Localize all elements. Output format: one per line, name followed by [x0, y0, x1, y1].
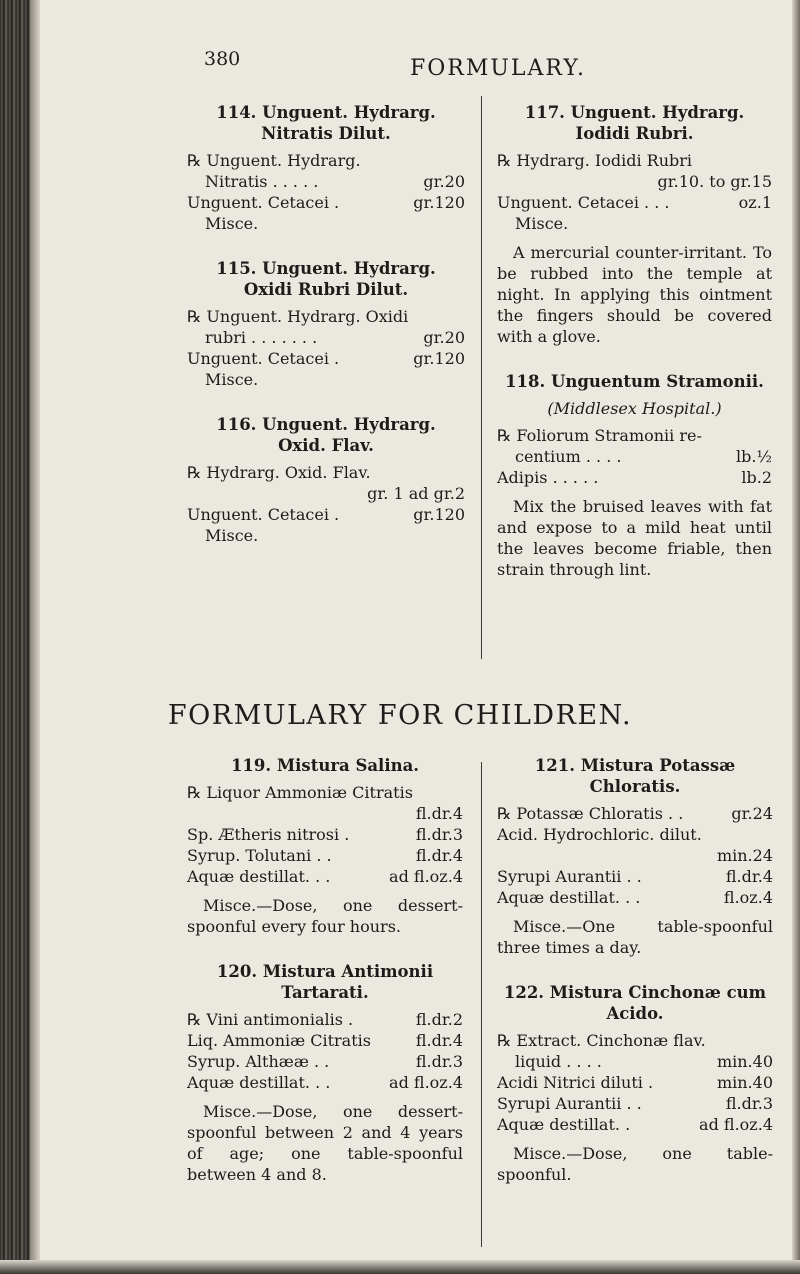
running-head: FORMULARY. [410, 56, 586, 81]
recipe-block [187, 414, 465, 546]
ingredient-row [497, 467, 772, 488]
ingredient-quantity: gr.24 [731, 804, 773, 823]
ingredient-quantity: ad fl.oz.4 [699, 1115, 773, 1134]
recipe-block [187, 258, 465, 390]
recipe-title: 114. Unguent. Hydrarg. [216, 103, 436, 122]
ingredient-name: Nitratis . . . . . [205, 172, 319, 191]
recipe-line: Misce. [515, 214, 569, 233]
recipe-line: Misce. [205, 214, 259, 233]
recipe-title: Chloratis. [589, 777, 681, 796]
recipe-block [187, 961, 463, 1185]
recipe-block [497, 755, 773, 958]
spacer [497, 958, 773, 982]
recipe-directions: Mix the bruised leaves with fat and expose to a mild heat until the leaves become friable, then strain through lint. [497, 497, 772, 579]
column-divider-bottom [481, 762, 482, 1247]
recipe-title: Oxidi Rubri Dilut. [243, 280, 409, 299]
recipe-title: 119. Mistura Salina. [230, 756, 420, 775]
prescription-line: Acid. Hydrochloric. dilut. [497, 825, 702, 844]
section-title: FORMULARY FOR CHILDREN. [167, 700, 633, 731]
page-number: 380 [204, 48, 241, 70]
ingredient-name: Syrup. Tolutani . . [187, 846, 332, 865]
recipe-title: 118. Unguentum Stramonii. [505, 372, 764, 391]
ingredient-row [187, 866, 463, 887]
ingredient-quantity: fl.dr.4 [415, 846, 463, 865]
ingredient-row [497, 803, 773, 824]
prescription-line: ℞ Foliorum Stramonii re- [497, 426, 702, 445]
ingredient-quantity: gr.20 [423, 172, 465, 191]
ingredient-quantity: fl.dr.3 [415, 825, 463, 844]
recipe-line: gr.10. to gr.15 [657, 172, 772, 191]
spacer [497, 1135, 773, 1143]
ingredient-quantity: lb.2 [741, 468, 772, 487]
ingredient-name: Aquæ destillat. . . [497, 888, 641, 907]
ingredient-name: ℞ Potassæ Chloratis . . [497, 804, 684, 823]
recipe-directions: Misce.—Dose, one table-spoonful. [497, 1144, 773, 1184]
recipe-block [497, 982, 773, 1185]
spacer [187, 1093, 463, 1101]
spacer [187, 937, 463, 961]
recipe-source: (Middlesex Hospital.) [547, 399, 722, 418]
ingredient-quantity: gr.120 [413, 193, 465, 212]
ingredient-name: Syrupi Aurantii . . [497, 867, 642, 886]
ingredient-quantity: oz.1 [738, 193, 772, 212]
ingredient-name: Unguent. Cetacei . [187, 349, 340, 368]
recipe-line: min.24 [716, 846, 773, 865]
recipe-title: Acido. [606, 1004, 664, 1023]
prescription-line: ℞ Liquor Ammoniæ Citratis [187, 783, 413, 802]
recipe-block [497, 371, 772, 580]
ingredient-row [187, 348, 465, 369]
ingredient-quantity: min.40 [716, 1052, 773, 1071]
ingredient-row [187, 1072, 463, 1093]
spacer [497, 347, 772, 371]
spacer [497, 908, 773, 916]
recipe-title: Nitratis Dilut. [261, 124, 391, 143]
prescription-line: ℞ Hydrarg. Oxid. Flav. [187, 463, 371, 482]
ingredient-quantity: gr.20 [423, 328, 465, 347]
page-bottom-edge [0, 1260, 800, 1274]
recipe-block [187, 755, 463, 937]
ingredient-quantity: fl.dr.2 [415, 1010, 463, 1029]
recipe-title: 122. Mistura Cinchonæ cum [503, 983, 767, 1002]
right-column-bottom [497, 755, 773, 1185]
recipe-directions: Misce.—Dose, one dessert-spoonful between 2 and 4 years of age; one table-spoonful between 4 and 8. [187, 1102, 463, 1184]
prescription-line: ℞ Unguent. Hydrarg. [187, 151, 361, 170]
recipe-title: Oxid. Flav. [278, 436, 374, 455]
recipe-title: 115. Unguent. Hydrarg. [216, 259, 436, 278]
recipe-line: Misce. [205, 370, 259, 389]
ingredient-quantity: fl.dr.4 [415, 1031, 463, 1050]
ingredient-row [497, 1114, 773, 1135]
recipe-line: fl.dr.4 [415, 804, 463, 823]
ingredient-row [497, 866, 773, 887]
ingredient-row [187, 1030, 463, 1051]
spacer [187, 887, 463, 895]
recipe-block [497, 102, 772, 347]
ingredient-row [497, 192, 772, 213]
recipe-directions: A mercurial counter-irritant. To be rubbed into the temple at night. In applying this ointment the fingers should be covered with a glove. [497, 243, 772, 346]
ingredient-row [497, 1072, 773, 1093]
ingredient-name: Liq. Ammoniæ Citratis [187, 1031, 371, 1050]
recipe-line: Misce. [205, 526, 259, 545]
recipe-block [187, 102, 465, 234]
ingredient-name: centium . . . . [515, 447, 622, 466]
ingredient-name: Adipis . . . . . [497, 468, 599, 487]
right-column-top [497, 102, 772, 580]
ingredient-quantity: lb.½ [736, 447, 772, 466]
ingredient-row [497, 1093, 773, 1114]
recipe-line: gr. 1 ad gr.2 [367, 484, 465, 503]
recipe-title: 117. Unguent. Hydrarg. [524, 103, 745, 122]
ingredient-quantity: fl.dr.4 [725, 867, 773, 886]
ingredient-name: liquid . . . . [515, 1052, 602, 1071]
ingredient-row [187, 1051, 463, 1072]
ingredient-name: Unguent. Cetacei . [187, 193, 340, 212]
ingredient-quantity: fl.oz.4 [723, 888, 773, 907]
ingredient-name: ℞ Vini antimonialis . [187, 1010, 354, 1029]
gutter-shadow [30, 0, 40, 1274]
ingredient-name: Sp. Ætheris nitrosi . [187, 825, 350, 844]
ingredient-row [187, 171, 465, 192]
left-column-bottom [187, 755, 463, 1185]
ingredient-row [187, 1009, 463, 1030]
recipe-directions: Misce.—One table-spoonful three times a day. [497, 917, 773, 957]
ingredient-quantity: fl.dr.3 [415, 1052, 463, 1071]
ingredient-name: rubri . . . . . . . [205, 328, 318, 347]
spacer [497, 488, 772, 496]
ingredient-quantity: ad fl.oz.4 [389, 1073, 463, 1092]
ingredient-name: Syrupi Aurantii . . [497, 1094, 642, 1113]
recipe-title: 120. Mistura Antimonii [216, 962, 434, 981]
recipe-title: Iodidi Rubri. [575, 124, 694, 143]
book-spine-shadow [0, 0, 30, 1274]
left-column-top [187, 102, 465, 546]
ingredient-name: Unguent. Cetacei . . . [497, 193, 670, 212]
prescription-line: ℞ Unguent. Hydrarg. Oxidi [187, 307, 409, 326]
spacer [497, 234, 772, 242]
column-divider-top [481, 96, 482, 659]
recipe-title: Tartarati. [281, 983, 369, 1002]
spacer [187, 234, 465, 258]
recipe-title: 121. Mistura Potassæ [534, 756, 736, 775]
ingredient-name: Aquæ destillat. . . [187, 1073, 331, 1092]
ingredient-row [187, 504, 465, 525]
ingredient-name: Aquæ destillat. . [497, 1115, 631, 1134]
ingredient-row [497, 446, 772, 467]
ingredient-name: Aquæ destillat. . . [187, 867, 331, 886]
ingredient-quantity: gr.120 [413, 349, 465, 368]
ingredient-row [497, 887, 773, 908]
recipe-directions: Misce.—Dose, one dessert-spoonful every four hours. [187, 896, 463, 936]
ingredient-name: Acidi Nitrici diluti . [497, 1073, 654, 1092]
spacer [187, 390, 465, 414]
ingredient-row [187, 845, 463, 866]
ingredient-row [497, 1051, 773, 1072]
ingredient-name: Syrup. Althææ . . [187, 1052, 330, 1071]
ingredient-row [187, 824, 463, 845]
prescription-line: ℞ Extract. Cinchonæ flav. [497, 1031, 706, 1050]
ingredient-row [187, 327, 465, 348]
page-right-edge [792, 0, 800, 1274]
recipe-title: 116. Unguent. Hydrarg. [216, 415, 436, 434]
ingredient-quantity: ad fl.oz.4 [389, 867, 463, 886]
ingredient-row [187, 192, 465, 213]
prescription-line: ℞ Hydrarg. Iodidi Rubri [497, 151, 693, 170]
ingredient-quantity: min.40 [716, 1073, 773, 1092]
ingredient-name: Unguent. Cetacei . [187, 505, 340, 524]
ingredient-quantity: fl.dr.3 [725, 1094, 773, 1113]
ingredient-quantity: gr.120 [413, 505, 465, 524]
